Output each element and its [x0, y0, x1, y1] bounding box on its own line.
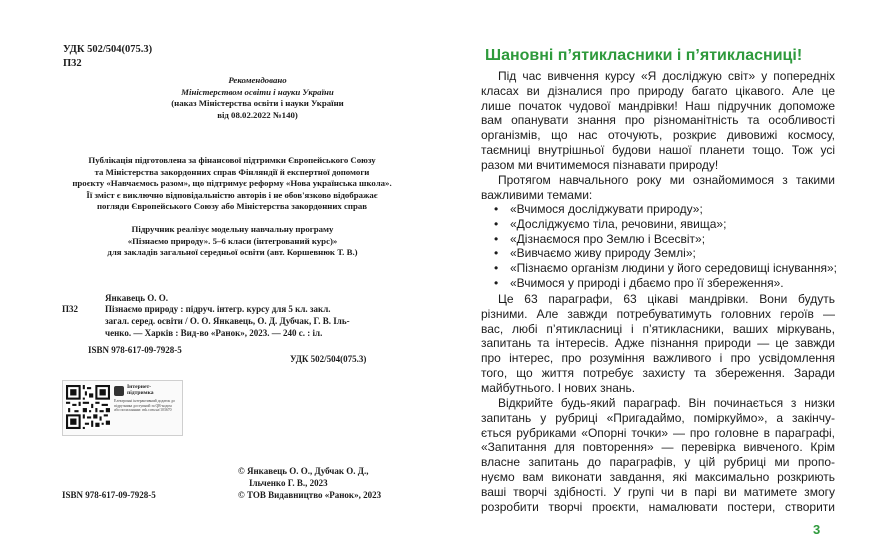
- text-line: нуємо вам виконати завдання, які максимально розкриють: [481, 469, 835, 484]
- internet-support-box: [62, 380, 183, 436]
- topic-item: [481, 276, 835, 291]
- internet-support-title-line: Інтернет-: [127, 384, 152, 390]
- program-notice: [100, 224, 365, 259]
- text-line: ваші творчі здібності. У групі чи в парі ви матимете змогу: [481, 484, 835, 499]
- intro-paragraph-1: [481, 69, 835, 173]
- intro-paragraph-3: [481, 292, 835, 396]
- program-line: «Пізнаємо природу». 5–6 класи (інтегрований курс)»: [127, 235, 338, 246]
- text-line: Відкрийте будь-який параграф. Він починається з низки: [498, 396, 835, 410]
- text-line: вас, любі п’ятикласниці і п’ятикласники, ваших міркувань,: [481, 321, 835, 336]
- text-line: Це 63 параграфи, 63 цікаві мандрівки. Вони будуть: [498, 292, 835, 306]
- topics-list: [481, 202, 835, 291]
- text-line: важливими темами:: [481, 187, 593, 202]
- program-line: для закладів загальної середньої освіти (авт. Коршевнюк Т. В.): [107, 247, 358, 258]
- text-line: Протягом навчального року ми ознайомимося з такими: [498, 173, 835, 187]
- topic-item: [481, 232, 835, 247]
- publication-line: погляди Європейського Союзу або Міністерства закордонних справ: [96, 201, 368, 212]
- page-number: 3: [813, 522, 821, 537]
- recommended-label: Рекомендовано: [228, 75, 287, 85]
- isbn-bottom: ISBN 978-617-09-7928-5: [62, 490, 156, 500]
- topic-text: «Вивчаємо живу природу Землі»;: [510, 246, 696, 261]
- text-line: різними. Але завжди потребуватимуть головних героїв —: [481, 306, 835, 321]
- text-line: «Запитання для повторення» — перевірка вивченого. Крім: [481, 440, 835, 455]
- copyright-line: © Янкавець О. О., Дубчак О. Д.,: [238, 466, 369, 476]
- info-badge-icon: [114, 386, 124, 396]
- text-line: майбутнього. І нових знань.: [481, 380, 636, 395]
- internet-support-text: Електронні інтерактивний додаток до підручника доступний за QR-кодом або посиланням: rnk.com.ua/103670: [114, 399, 175, 413]
- bullet-icon: •: [494, 275, 499, 290]
- page-heading: Шановні п’ятикласники і п’ятикласниці!: [485, 47, 803, 64]
- right-page-introduction: [440, 0, 870, 553]
- bib-line: Пізнаємо природу : підруч. інтегр. курсу для 5 кл. закл.: [105, 304, 331, 314]
- text-line: ється рубриками «Опорні точки» — про головне в параграфі,: [481, 425, 835, 440]
- text-line: таємниці внутрішньої будови нашої планети тощо. Тож усі: [481, 142, 835, 157]
- text-line: класах ви дізналися про природу багато цікавого. Але це: [481, 83, 835, 98]
- publication-line: Публікація підготовлена за фінансової підтримки Європейського Союзу: [88, 155, 376, 165]
- bullet-icon: •: [494, 202, 499, 216]
- publication-line: проєкту «Навчаємось разом», що підтримує реформу «Нова українська школа».: [72, 178, 392, 189]
- bib-line: ченко. — Харків : Вид-во «Ранок», 2023. — 240 с. : іл.: [105, 327, 323, 338]
- text-line: власне запитань до параграфів, у цій рубриці ми пропо-: [481, 455, 835, 470]
- text-line: вам опанувати знання про різноманітність та особливості: [481, 113, 835, 128]
- copyright-line: © ТОВ Видавництво «Ранок», 2023: [238, 490, 382, 500]
- text-line: запитань та інтересів. Адже пізнання природи — це завжди: [481, 336, 835, 351]
- topic-item: [481, 202, 835, 217]
- internet-support-title-line: підтримка: [127, 390, 154, 397]
- text-line: разом ми вчитимемося пізнавати природу!: [481, 157, 719, 172]
- bullet-icon: •: [494, 246, 499, 261]
- intro-paragraph-2: [481, 173, 835, 203]
- program-line: Підручник реалізує модельну навчальну програму: [131, 224, 334, 234]
- text-line: лише початок чудової мандрівки! Наш підручник допоможе: [481, 98, 835, 113]
- text-line: організмів, що нас оточують, розкриє дивовижі космосу,: [481, 128, 835, 143]
- udk-header: [63, 43, 152, 71]
- publication-notice: [62, 155, 402, 213]
- topic-text: «Вчимося досліджувати природу»;: [510, 202, 703, 216]
- topic-item: [481, 261, 835, 276]
- bib-line: загал. серед. освіти / О. О. Янкавець, О. Д. Дубчак, Г. В. Іль-: [105, 315, 350, 326]
- text-line: того, що життя потребує захисту та збереження. Заради: [481, 365, 835, 380]
- text-line: Під час вивчення курсу «Я досліджую світ» у попередніх: [498, 69, 835, 83]
- publication-line: та Міністерства закордонних справ Фінляндії й експертної допомоги: [94, 166, 370, 177]
- topic-item: [481, 246, 835, 261]
- isbn: ISBN 978-617-09-7928-5: [88, 345, 182, 355]
- ministry-name: Міністерством освіти і науки України: [181, 86, 334, 97]
- qr-code-icon[interactable]: [66, 385, 110, 429]
- copyright-line: Ільченко Г. В., 2023: [249, 478, 328, 488]
- order-date: від 08.02.2022 №140): [217, 109, 298, 120]
- text-line: про інтерес, про розуміння важливого і про усвідомлення: [481, 351, 835, 366]
- bullet-icon: •: [494, 231, 499, 246]
- udk-footer: УДК 502/504(075.3): [290, 354, 367, 364]
- left-page-imprint: [0, 0, 430, 553]
- topic-text: «Дізнаємося про Землю і Всесвіт»;: [510, 231, 706, 246]
- topic-text: «Вчимося у природі і дбаємо про її збереження».: [510, 275, 784, 290]
- topic-text: «Досліджуємо тіла, речовини, явища»;: [510, 216, 727, 231]
- order-line: (наказ Міністерства освіти і науки України: [171, 98, 344, 109]
- internet-support-title: [127, 384, 154, 397]
- udk-code: УДК 502/504(075.3): [63, 44, 153, 55]
- recommendation-block: [150, 75, 365, 121]
- bullet-icon: •: [494, 216, 499, 231]
- bib-catalog-code: П32: [62, 304, 79, 314]
- text-line: запитань у рубриці «Пригадаймо, поміркуймо», а закінчу-: [481, 410, 835, 425]
- publication-line: Її зміст є виключно відповідальністю авторів і не обов'язково відображає: [86, 189, 378, 200]
- topic-item: [481, 217, 835, 232]
- bullet-icon: •: [494, 261, 499, 276]
- author-name: Янкавець О. О.: [105, 293, 169, 303]
- text-line: розробити творчі проєкти, намалювати постери, створити: [481, 499, 835, 514]
- bibliographic-record: [105, 304, 350, 339]
- intro-paragraph-4: [481, 396, 835, 514]
- topic-text: «Пізнаємо організм людини у його середовищі існування»;: [510, 261, 837, 276]
- catalog-code: П32: [63, 58, 82, 69]
